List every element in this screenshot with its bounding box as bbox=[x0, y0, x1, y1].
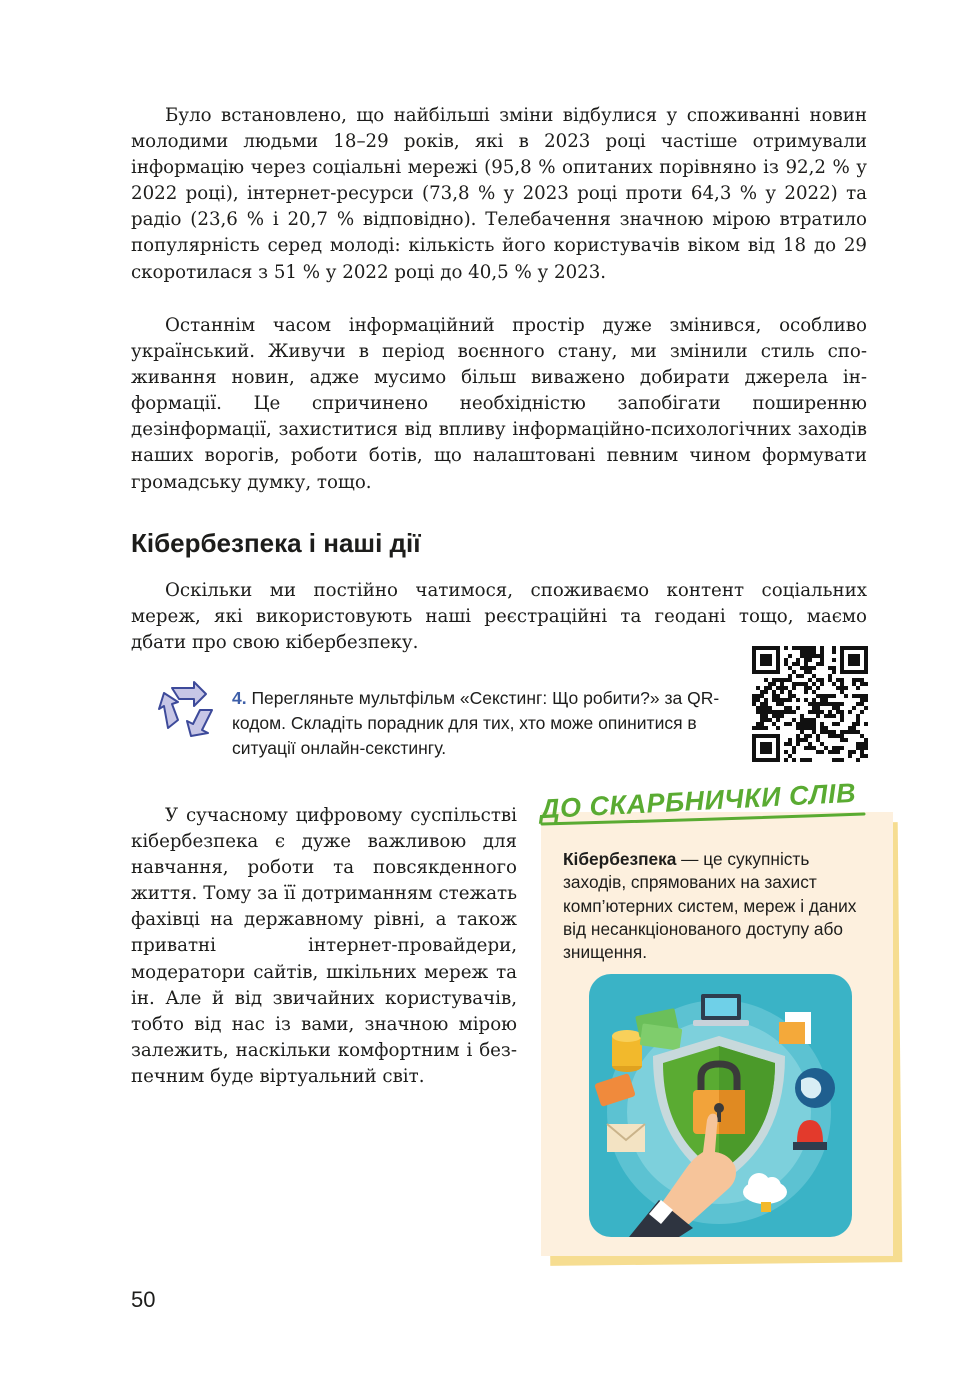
shield-lock-illustration bbox=[589, 974, 852, 1237]
task-text: Перегляньте мультфільм «Секстинг: Що робити?» за QR-кодом. Складіть порадник для тих, хто може опинитися в ситуації онлайн-секстингу. bbox=[232, 688, 720, 758]
task-number: 4. bbox=[232, 688, 247, 708]
paragraph-digital-society: У сучасному цифровому суспільстві кібербезпека є дуже важливою для навчання, роботи та повсякденного життя. Тому за її дотриманням стежать фахівці на державному рівні, а також приватні інтернет-провайдери, модератори сайтів, шкільних мереж та ін. Але й від звичайних користувачів, тобто від нас із вами, значною мірою залежить, наскільки комфортним і безпечним буде віртуальний світ. bbox=[131, 805, 517, 1087]
repeat-arrows-icon bbox=[154, 680, 220, 740]
glossary-title-text: ДО СКАРБНИЧКИ СЛІВ bbox=[539, 777, 857, 825]
paragraph-cybersecurity-intro: Оскільки ми постійно чатимося, споживаємо контент соціальних мереж, які використовують наші реєстраційні та геодані тощо, маємо дбати про свою кібербезпеку. bbox=[131, 580, 867, 654]
qr-code[interactable] bbox=[752, 646, 868, 762]
glossary-definition bbox=[563, 848, 863, 964]
paragraph-info-space: Останнім часом інформаційний простір дуже змінився, особливо український. Живучи в період воєнного стану, ми змінили стиль споживання новин, адже мусимо більш виважено добирати джерела інформації. Це спричинено необхідністю запобігати поширенню дезінформації, захиститися від впливу інформаційно-психологічних заходів наших ворогів, роботи ботів, що налаштовані певним чином формувати громадську думку, тощо. bbox=[131, 315, 867, 493]
page-number: 50 bbox=[131, 1287, 156, 1312]
task-4 bbox=[232, 686, 737, 761]
glossary-title bbox=[538, 774, 868, 832]
section-heading: Кібербезпека і наші дії bbox=[131, 528, 421, 558]
glossary-term: Кібербезпека bbox=[563, 849, 677, 869]
glossary-definition-text: — це сукупність заходів, спрямованих на захист комп’ютерних систем, мереж і даних від несанкціонованого доступу або знищення. bbox=[563, 849, 857, 963]
paragraph-news-stats: Було встановлено, що найбільші зміни відбулися у споживанні новин молодими людьми 18–29 років, які в 2023 році частіше отримували інформацію через соціальні мережі (95,8 % опитаних порівняно із 92,2 % у 2022 році), інтернет-ресурси (73,8 % у 2023 році проти 64,3 % у 2022) та радіо (23,6 % і 20,7 % відповідно). Телебачення значною мірою втратило популярність серед молоді: кількість його користувачів віком від 18 до 29 скоротилася з 51 % у 2022 році до 40,5 % у 2023. bbox=[131, 105, 867, 283]
